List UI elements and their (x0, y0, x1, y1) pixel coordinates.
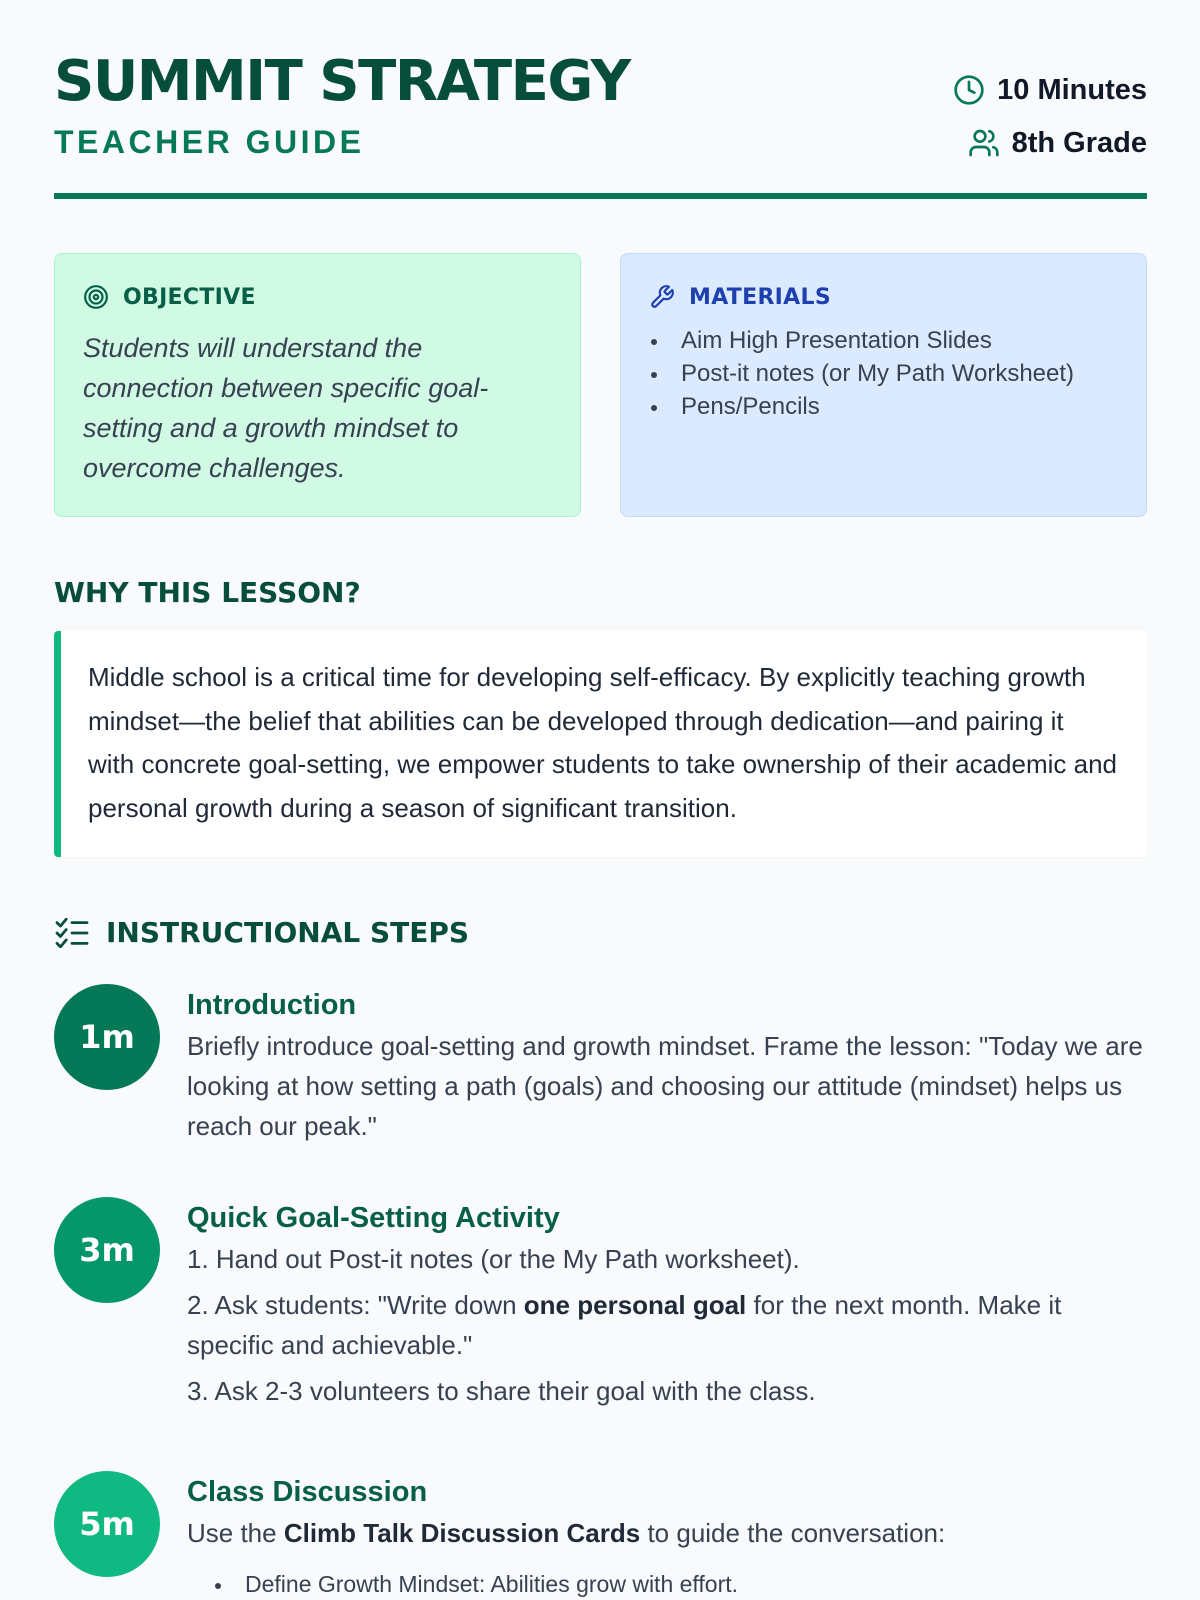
step-title: Introduction (187, 989, 357, 1021)
materials-item: Aim High Presentation Slides (649, 324, 1118, 357)
materials-item: Post-it notes (or My Path Worksheet) (649, 357, 1118, 390)
step-text (187, 1513, 1147, 1553)
materials-card (620, 253, 1147, 517)
grade-value: 8th Grade (1011, 126, 1147, 159)
discussion-list (187, 1567, 1147, 1600)
materials-item: Pens/Pencils (649, 390, 1118, 423)
duration-value: 10 Minutes (997, 73, 1147, 106)
materials-heading-label: MATERIALS (689, 284, 831, 310)
why-text: Middle school is a critical time for developing self-efficacy. By explicitly teaching growth mindset—the belief that abilities can be developed through dedication—and pairing it with concrete goal-setting, we empower students to take ownership of their academic and personal growth during a season of significant transition. (54, 631, 1147, 857)
users-icon (968, 127, 1000, 159)
materials-heading (649, 284, 1118, 310)
step-instruction-text: 2. Ask students: "Write down (187, 1290, 524, 1320)
overview-cards (54, 253, 1147, 517)
step-body (187, 1197, 1147, 1417)
objective-heading-label: OBJECTIVE (123, 284, 256, 310)
checklist-icon (54, 918, 90, 948)
step-text-emphasis: Climb Talk Discussion Cards (283, 1518, 641, 1548)
step-text: Briefly introduce goal-setting and growth mindset. Frame the lesson: "Today we are looking at how setting a path (goals) and choosing our attitude (mindset) helps us reach our peak." (187, 1031, 1143, 1141)
why-heading: WHY THIS LESSON? (54, 576, 361, 609)
step-text-part: to guide the conversation: (640, 1518, 946, 1548)
materials-list (649, 324, 1118, 423)
page-subtitle: TEACHER GUIDE (54, 124, 365, 160)
step-title: Class Discussion (187, 1476, 428, 1508)
clock-icon (953, 74, 985, 106)
step-instruction-emphasis: one personal goal (523, 1290, 747, 1320)
step-instruction: 3. Ask 2-3 volunteers to share their goal with the class. (187, 1376, 816, 1406)
steps-heading-label: INSTRUCTIONAL STEPS (106, 916, 470, 949)
step-time-badge: 5m (54, 1471, 160, 1577)
teacher-guide-page (54, 0, 1147, 1597)
grade-meta (953, 125, 1147, 161)
step-title: Quick Goal-Setting Activity (187, 1202, 560, 1234)
step-body (187, 984, 1147, 1146)
target-icon (83, 284, 109, 310)
duration-meta (953, 72, 1147, 108)
objective-heading (83, 284, 552, 310)
step-text-part: Use the (187, 1518, 284, 1548)
step-body (187, 1471, 1147, 1600)
steps-heading (54, 916, 469, 949)
page-title: SUMMIT STRATEGY (54, 49, 630, 114)
wrench-icon (649, 284, 675, 310)
header (54, 0, 1147, 200)
objective-card (54, 253, 581, 517)
step-time-badge: 1m (54, 984, 160, 1090)
step-instruction-text: for the next month. Make it specific and achievable." (187, 1290, 1062, 1360)
objective-text: Students will understand the connection between specific goal-setting and a growth mindset to overcome challenges. (83, 333, 489, 483)
discussion-item: Define Growth Mindset: Abilities grow with effort. (187, 1567, 1147, 1600)
step-time-badge: 3m (54, 1197, 160, 1303)
step-instruction: 1. Hand out Post-it notes (or the My Path worksheet). (187, 1244, 800, 1274)
step-instruction (187, 1285, 1147, 1365)
header-divider (54, 193, 1147, 199)
lesson-meta (953, 72, 1147, 178)
